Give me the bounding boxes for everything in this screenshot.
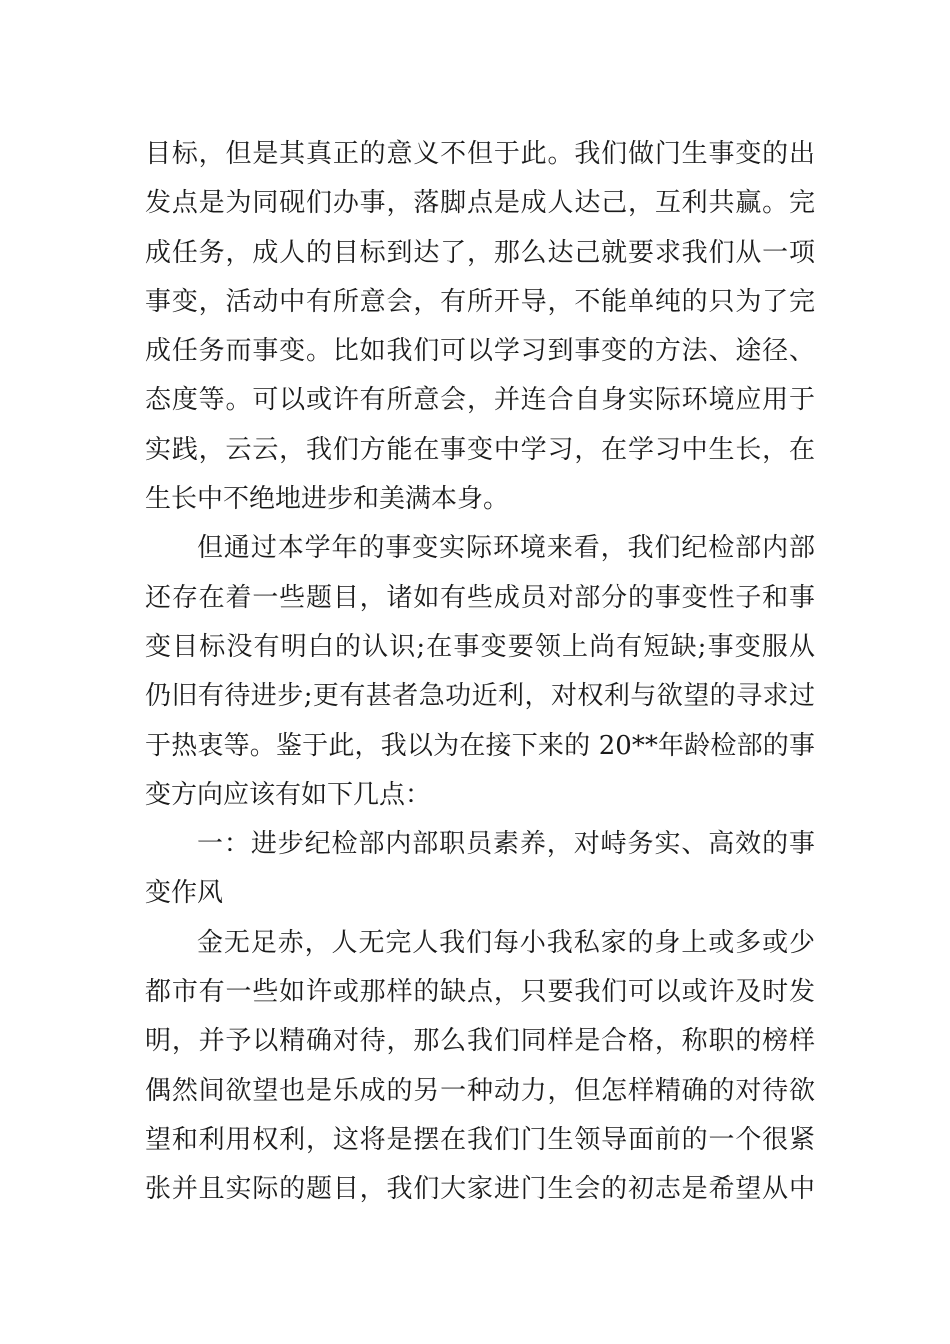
text-line: 都市有一些如许或那样的缺点，只要我们可以或许及时发: [145, 977, 815, 1008]
text-line: 变方向应该有如下几点：: [145, 779, 432, 810]
text-line: 态度等。可以或许有所意会，并连合自身实际环境应用于: [145, 385, 815, 416]
text-line: 成任务而事变。比如我们可以学习到事变的方法、途径、: [145, 336, 815, 367]
text-line: 于热衷等。鉴于此，我以为在接下来的 20**年龄检部的事: [145, 730, 815, 761]
text-line: 但通过本学年的事变实际环境来看，我们纪检部内部: [197, 533, 815, 564]
text-line: 望和利用权利，这将是摆在我们门生领导面前的一个很紧: [145, 1124, 815, 1155]
text-line: 实践，云云，我们方能在事变中学习，在学习中生长，在: [145, 434, 815, 465]
text-line: 明，并予以精确对待，那么我们同样是合格，称职的榜样: [145, 1026, 815, 1057]
text-line: 还存在着一些题目，诸如有些成员对部分的事变性子和事: [145, 582, 815, 613]
text-line: 发点是为同砚们办事，落脚点是成人达己，互利共赢。完: [145, 188, 815, 219]
text-line: 偶然间欲望也是乐成的另一种动力，但怎样精确的对待欲: [145, 1075, 815, 1106]
body-text: [145, 130, 815, 1215]
text-line: 金无足赤，人无完人我们每小我私家的身上或多或少: [197, 927, 815, 958]
text-line: 变作风: [145, 878, 224, 909]
text-line: 张并且实际的题目，我们大家进门生会的初志是希望从中: [145, 1174, 815, 1205]
text-line: 目标，但是其真正的意义不但于此。我们做门生事变的出: [145, 139, 815, 169]
text-line: 变目标没有明白的认识;在事变要领上尚有短缺;事变服从: [145, 631, 815, 662]
text-line: 一：进步纪检部内部职员素养，对峙务实、高效的事: [197, 829, 815, 860]
text-line: 生长中不绝地进步和美满本身。: [145, 484, 510, 515]
text-line: 事变，活动中有所意会，有所开导，不能单纯的只为了完: [145, 286, 815, 317]
text-line: 成任务，成人的目标到达了，那么达己就要求我们从一项: [145, 237, 815, 268]
text-line: 仍旧有待进步;更有甚者急功近利，对权利与欲望的寻求过: [145, 681, 815, 712]
